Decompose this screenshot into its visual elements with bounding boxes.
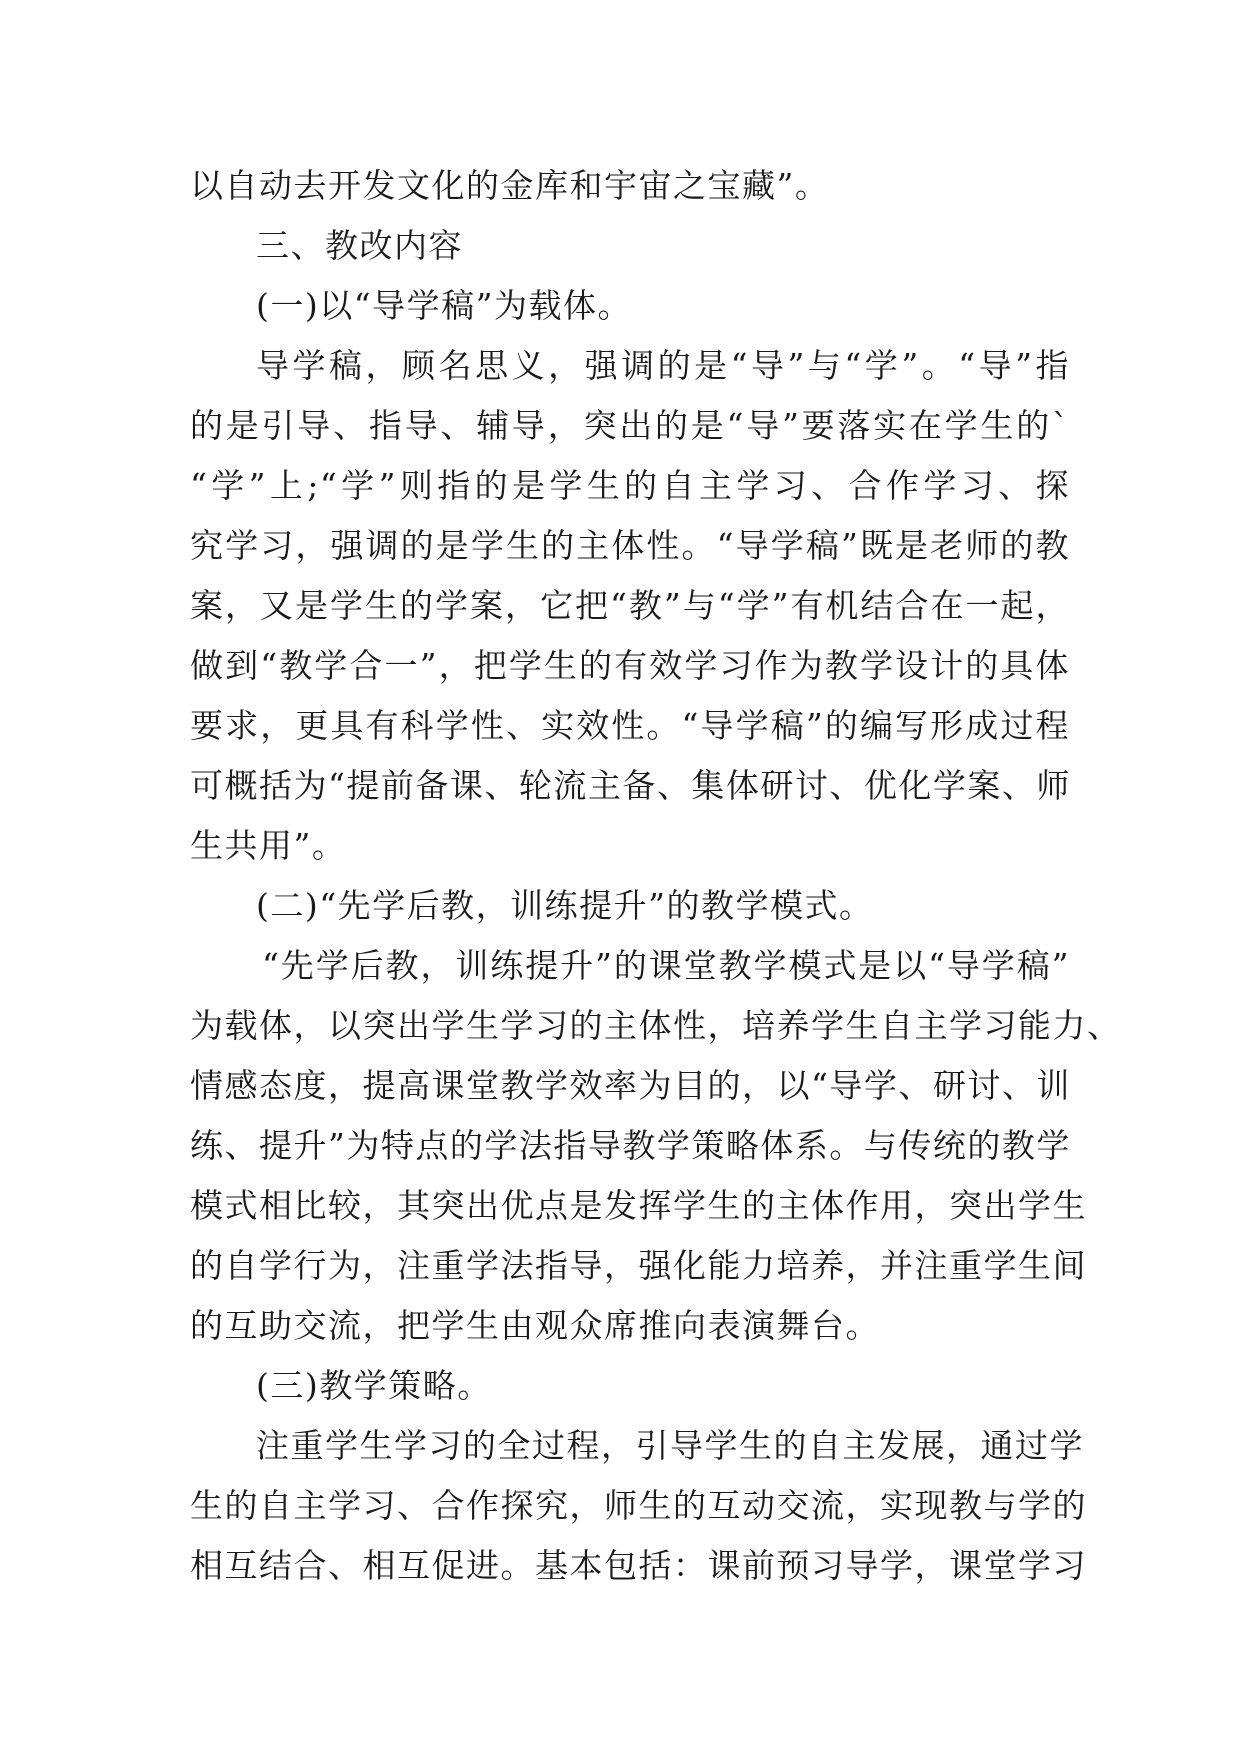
text-line: 究学习，强调的是学生的主体性。“导学稿”既是老师的教 bbox=[190, 526, 1070, 565]
text-line: 的互助交流，把学生由观众席推向表演舞台。 bbox=[190, 1306, 880, 1345]
subsection-heading: (一)以“导学稿”为载体。 bbox=[256, 286, 632, 325]
text-line: “先学后教，训练提升”的课堂教学模式是以“导学稿” bbox=[262, 946, 1070, 985]
text-line: 相互结合、相互促进。基本包括：课前预习导学，课堂学习 bbox=[190, 1546, 1087, 1585]
text-line: 的自学行为，注重学法指导，强化能力培养，并注重学生间 bbox=[190, 1246, 1087, 1285]
text-line: 练、提升”为特点的学法指导教学策略体系。与传统的教学 bbox=[190, 1126, 1071, 1165]
text-line: 的是引导、指导、辅导，突出的是“导”要落实在学生的` bbox=[190, 406, 1070, 445]
text-line: 案，又是学生的学案，它把“教”与“学”有机结合在一起， bbox=[190, 586, 1070, 625]
text-line: 生的自主学习、合作探究，师生的互动交流，实现教与学的 bbox=[190, 1486, 1087, 1525]
text-line: 为载体，以突出学生学习的主体性，培养学生自主学习能力、 bbox=[190, 1006, 1122, 1045]
text-line: 模式相比较，其突出优点是发挥学生的主体作用，突出学生 bbox=[190, 1186, 1087, 1225]
text-line: 注重学生学习的全过程，引导学生的自主发展，通过学 bbox=[256, 1426, 1084, 1465]
text-line: 生共用”。 bbox=[190, 826, 347, 865]
text-line: 以自动去开发文化的金库和宇宙之宝藏”。 bbox=[190, 166, 830, 205]
subsection-heading: (二)“先学后教，训练提升”的教学模式。 bbox=[256, 886, 874, 925]
text-line: 做到“教学合一”，把学生的有效学习作为教学设计的具体 bbox=[190, 646, 1070, 685]
text-line: 可概括为“提前备课、轮流主备、集体研讨、优化学案、师 bbox=[190, 766, 1071, 805]
text-line: “学”上;“学”则指的是学生的自主学习、合作学习、探 bbox=[190, 466, 1070, 505]
section-heading: 三、教改内容 bbox=[256, 226, 463, 265]
text-line: 导学稿，顾名思义，强调的是“导”与“学”。“导”指 bbox=[256, 346, 1070, 385]
text-line: 要求，更具有科学性、实效性。“导学稿”的编写形成过程 bbox=[190, 706, 1070, 745]
subsection-heading: (三)教学策略。 bbox=[256, 1366, 492, 1405]
text-line: 情感态度，提高课堂教学效率为目的，以“导学、研讨、训 bbox=[190, 1066, 1071, 1105]
